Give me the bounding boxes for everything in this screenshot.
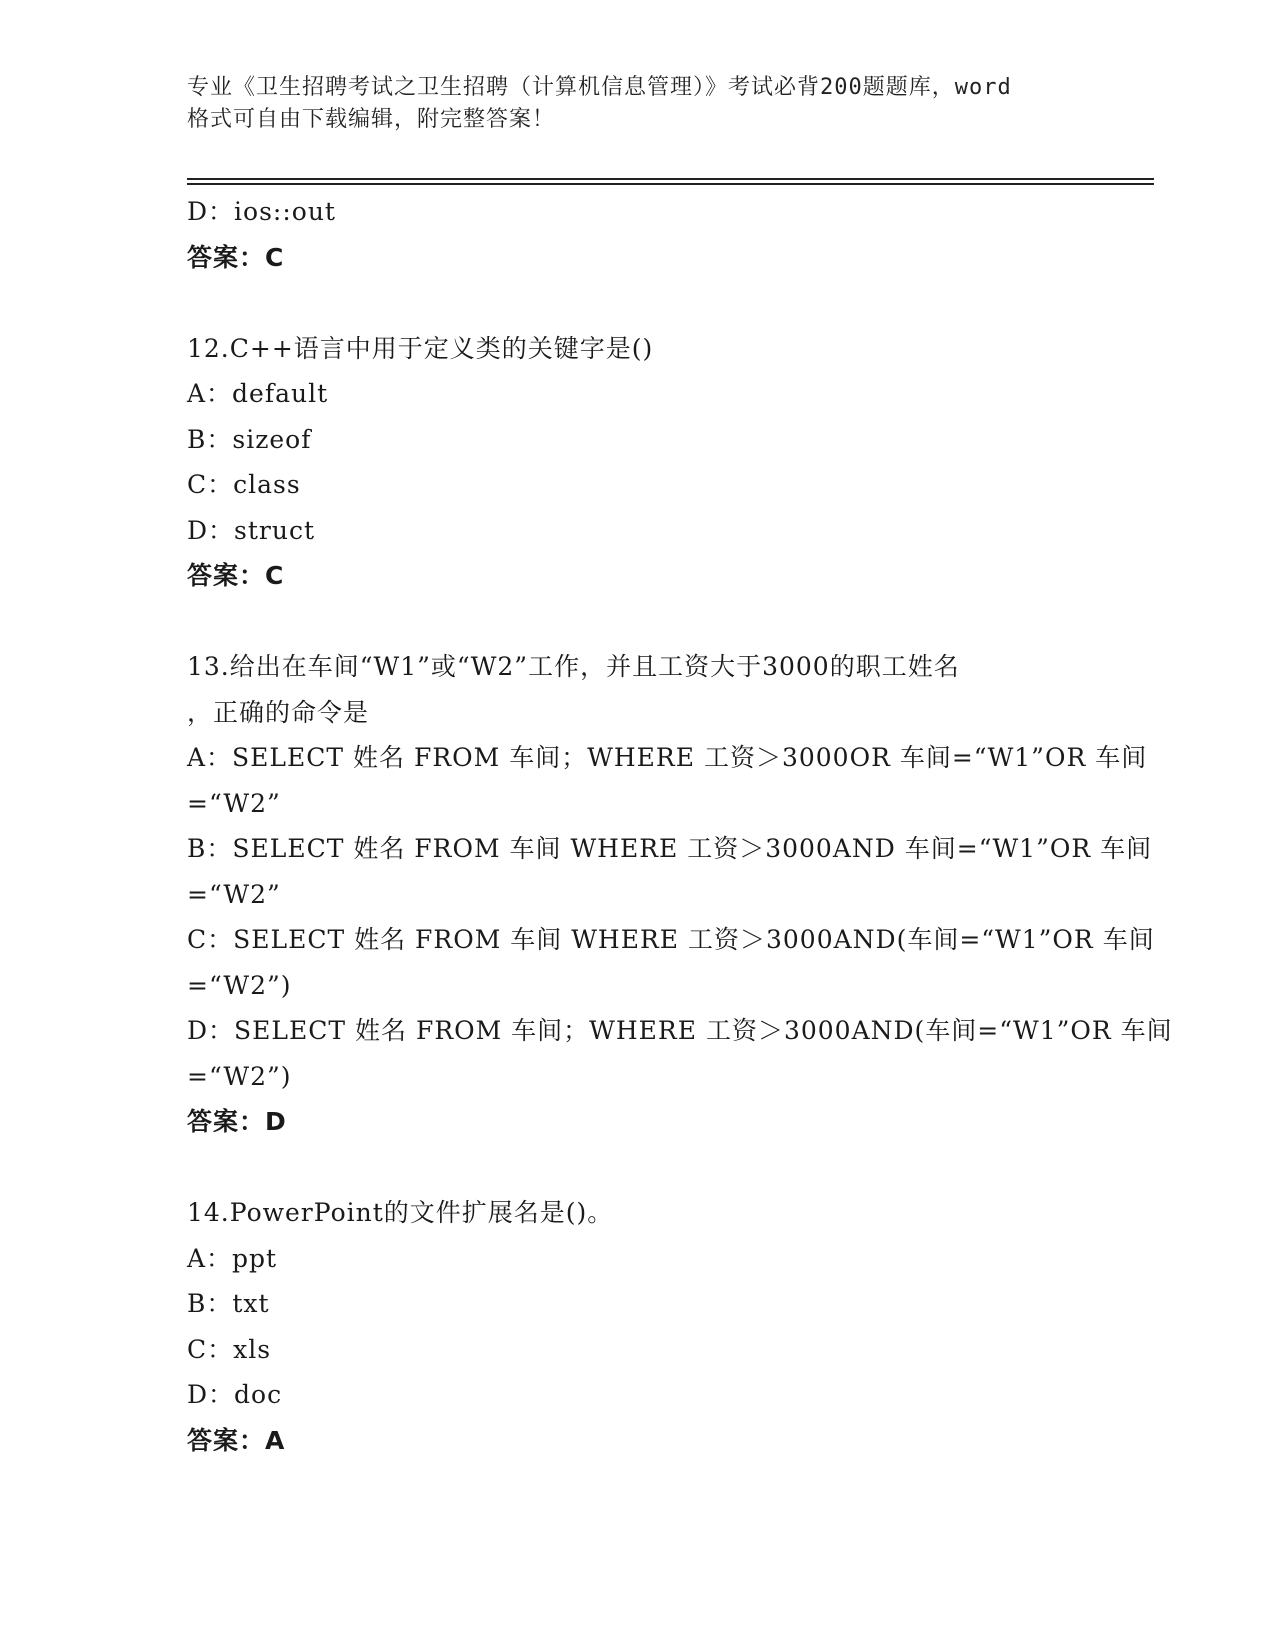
question-14-answer: 答案：A: [187, 1425, 286, 1455]
question-13-option-b-line-2: =“W2”: [187, 879, 281, 909]
question-13-answer: 答案：D: [187, 1107, 287, 1136]
header-line-1: 专业《卫生招聘考试之卫生招聘（计算机信息管理）》考试必背200题题库，word: [187, 75, 1012, 100]
question-13-option-a-line-2: =“W2”: [187, 788, 281, 818]
question-12: [187, 326, 1087, 599]
question-13-option-c-line-2: =“W2”): [187, 970, 292, 1000]
header-line-2: 格式可自由下载编辑，附完整答案！: [187, 107, 556, 132]
spacer: [187, 1145, 1087, 1191]
question-14-text: 14.PowerPoint的文件扩展名是()。: [187, 1198, 614, 1227]
question-13-text-line-2: ，正确的命令是: [187, 697, 370, 727]
prev-answer: 答案：C: [187, 242, 285, 272]
spacer: [187, 599, 1087, 645]
question-12-answer: 答案：C: [187, 561, 285, 590]
question-13: [187, 644, 1173, 1145]
document-body: [187, 189, 1173, 1463]
question-14: [187, 1190, 1087, 1463]
question-12-option-c: C：class: [187, 470, 301, 499]
question-12-text: 12.C++语言中用于定义类的关键字是(): [187, 333, 654, 363]
header-rule-top: [187, 178, 1154, 180]
question-14-option-d: D：doc: [187, 1380, 283, 1409]
question-14-option-a: A：ppt: [187, 1243, 278, 1273]
question-13-option-b-line-1: B：SELECT 姓名 FROM 车间 WHERE 工资＞3000AND 车间=“W1”OR 车间: [187, 834, 1153, 863]
prev-option-d: D：ios::out: [187, 197, 336, 226]
header-rule-bottom: [187, 183, 1154, 185]
spacer: [187, 280, 1087, 326]
document-header: [187, 72, 1087, 136]
question-13-option-c-line-1: C：SELECT 姓名 FROM 车间 WHERE 工资＞3000AND(车间=“W1”OR 车间: [187, 925, 1155, 954]
question-13-option-d-line-2: =“W2”): [187, 1061, 292, 1091]
question-14-option-b: B：txt: [187, 1289, 270, 1318]
question-13-option-d-line-1: D：SELECT 姓名 FROM 车间；WHERE 工资＞3000AND(车间=“W1”OR 车间: [187, 1016, 1173, 1045]
question-13-text-line-1: 13.给出在车间“W1”或“W2”工作，并且工资大于3000的职工姓名: [187, 652, 960, 681]
question-12-option-a: A：default: [187, 379, 329, 408]
question-12-option-b: B：sizeof: [187, 424, 312, 454]
question-12-option-d: D：struct: [187, 515, 316, 545]
question-14-option-c: C：xls: [187, 1334, 272, 1364]
question-13-option-a-line-1: A：SELECT 姓名 FROM 车间；WHERE 工资＞3000OR 车间=“W1”OR 车间: [187, 743, 1148, 772]
